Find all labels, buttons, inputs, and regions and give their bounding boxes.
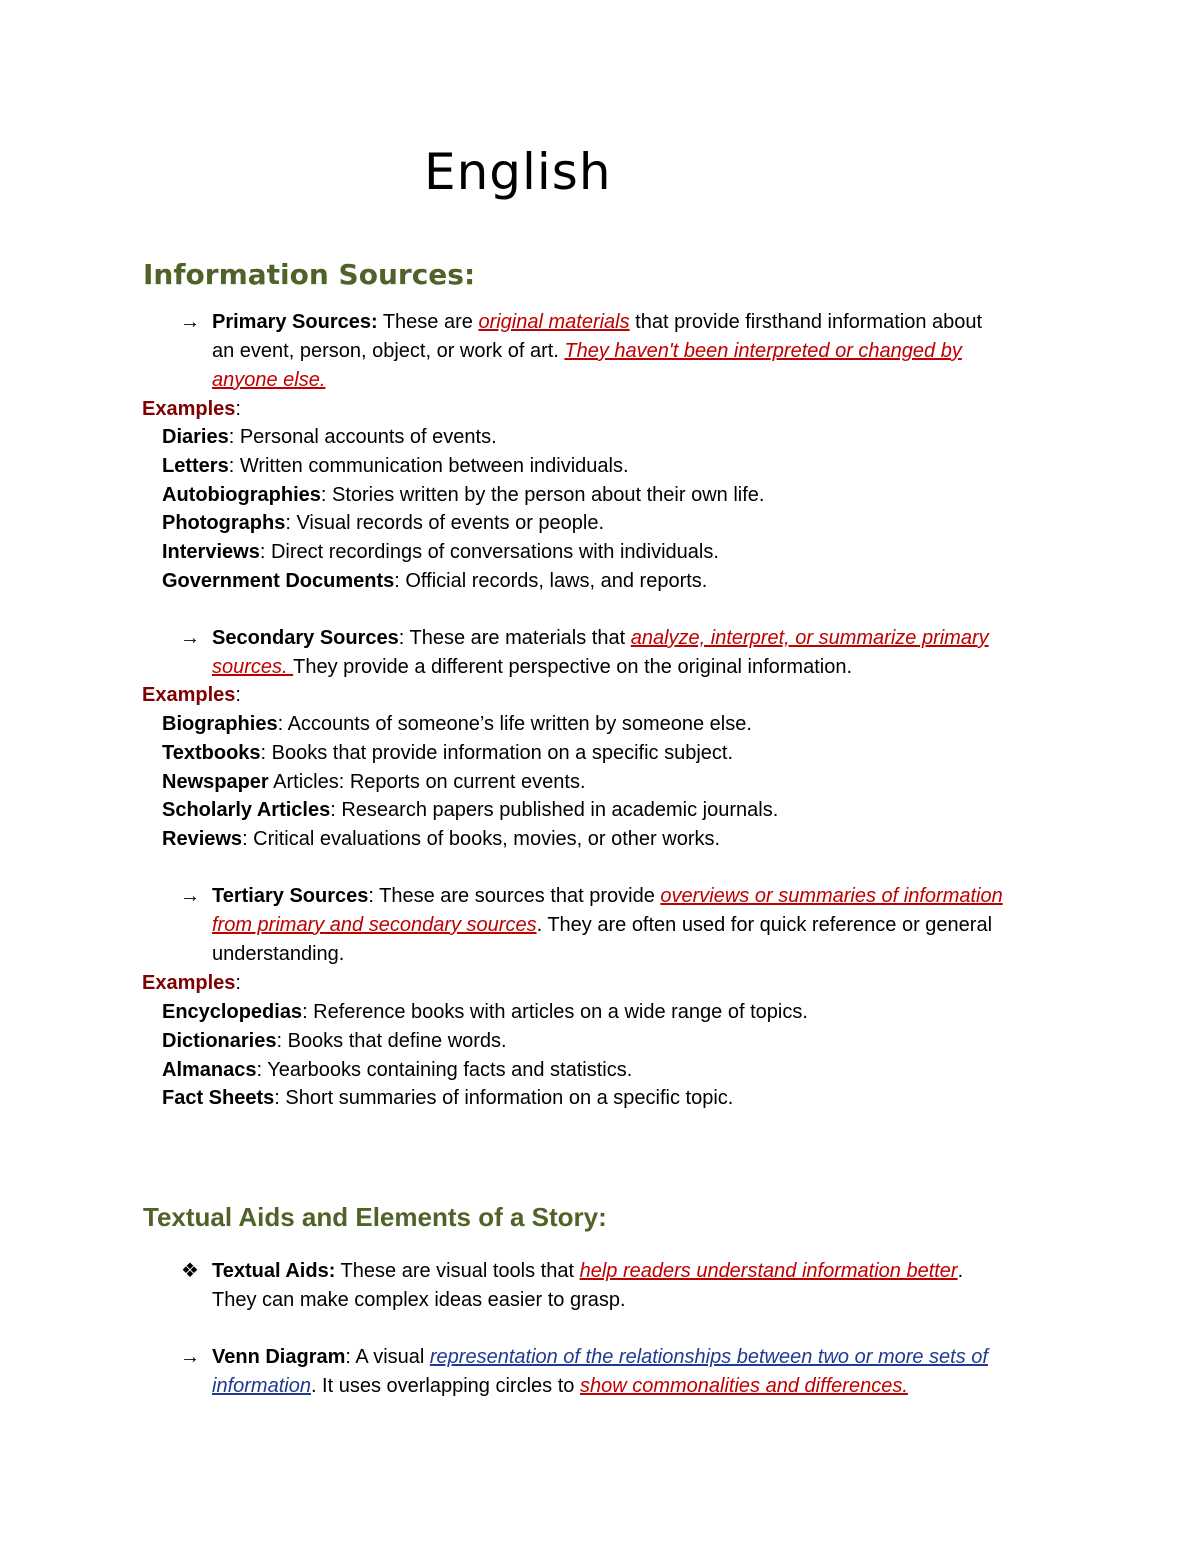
arrow-bullet-icon: → <box>180 311 200 333</box>
highlight-original-materials: original materials <box>478 311 630 333</box>
list-item: Textbooks: Books that provide information on a specific subject. <box>162 741 734 764</box>
tertiary-sources-line-1: Tertiary Sources: These are sources that provide overviews or summaries of information <box>212 885 1003 907</box>
examples-label: Examples: <box>142 684 241 706</box>
tertiary-sources-line-3: understanding. <box>212 943 345 965</box>
tertiary-sources-term: Tertiary Sources <box>212 885 369 907</box>
textual-aids-line-1: Textual Aids: These are visual tools that help readers understand information better. <box>212 1260 964 1282</box>
document-title: English <box>424 143 612 201</box>
secondary-examples-list <box>162 710 778 854</box>
list-item: Newspaper Articles: Reports on current events. <box>162 770 586 793</box>
highlight-representation: representation of the relationships between two or more sets of <box>429 1346 988 1368</box>
list-item: Dictionaries: Books that define words. <box>162 1029 507 1052</box>
textual-aids-line-2: They can make complex ideas easier to grasp. <box>212 1289 626 1311</box>
examples-label: Examples: <box>142 972 241 994</box>
section-heading-textual-aids: Textual Aids and Elements of a Story: <box>143 1202 607 1232</box>
primary-sources-term: Primary Sources: <box>212 311 378 333</box>
list-item: Reviews: Critical evaluations of books, movies, or other works. <box>162 828 721 851</box>
list-item: Fact Sheets: Short summaries of information on a specific topic. <box>162 1087 734 1110</box>
highlight-help-readers: help readers understand information better <box>579 1260 958 1282</box>
tertiary-sources-line-2: from primary and secondary sources. They are often used for quick reference or general <box>212 914 993 936</box>
venn-diagram-line-1: Venn Diagram: A visual representation of the relationships between two or more sets of <box>212 1346 988 1368</box>
highlight-overviews: overviews or summaries of information <box>660 885 1003 907</box>
list-item: Scholarly Articles: Research papers published in academic journals. <box>162 799 779 822</box>
list-item: Letters: Written communication between individuals. <box>162 454 629 477</box>
textual-aids-term: Textual Aids: <box>212 1260 336 1282</box>
arrow-bullet-icon: → <box>180 627 200 649</box>
list-item: Interviews: Direct recordings of conversations with individuals. <box>162 541 719 564</box>
primary-examples-list <box>162 423 764 596</box>
secondary-sources-line-2: sources. They provide a different perspective on the original information. <box>212 656 852 678</box>
list-item: Autobiographies: Stories written by the person about their own life. <box>162 483 765 506</box>
tertiary-examples-list <box>162 998 808 1113</box>
venn-diagram-line-2: information. It uses overlapping circles to show commonalities and differences. <box>212 1375 908 1397</box>
venn-diagram-term: Venn Diagram <box>212 1346 346 1368</box>
diamond-bullet-icon: ❖ <box>181 1260 199 1282</box>
list-item: Biographies: Accounts of someone’s life written by someone else. <box>162 713 752 735</box>
examples-label: Examples: <box>142 398 241 420</box>
list-item: Encyclopedias: Reference books with articles on a wide range of topics. <box>162 1001 808 1023</box>
list-item: Photographs: Visual records of events or people. <box>162 512 605 535</box>
primary-sources-line-1: Primary Sources: These are original materials that provide firsthand information about <box>212 311 983 333</box>
arrow-bullet-icon: → <box>180 1346 200 1368</box>
list-item: Diaries: Personal accounts of events. <box>162 426 497 448</box>
highlight-analyze-interpret: analyze, interpret, or summarize primary <box>630 627 989 649</box>
arrow-bullet-icon: → <box>180 885 200 907</box>
secondary-sources-line-1: Secondary Sources: These are materials that analyze, interpret, or summarize primary <box>212 627 989 649</box>
highlight-commonalities: show commonalities and differences. <box>579 1375 908 1397</box>
primary-sources-line-3: anyone else. <box>212 369 326 391</box>
primary-sources-line-2: an event, person, object, or work of art. They haven't been interpreted or changed by <box>212 340 962 362</box>
secondary-sources-term: Secondary Sources <box>212 627 399 649</box>
section-heading-information-sources: Information Sources: <box>143 258 476 291</box>
list-item: Almanacs: Yearbooks containing facts and statistics. <box>162 1058 633 1081</box>
list-item: Government Documents: Official records, laws, and reports. <box>162 569 708 592</box>
highlight-not-interpreted: They haven't been interpreted or changed by <box>564 340 962 362</box>
